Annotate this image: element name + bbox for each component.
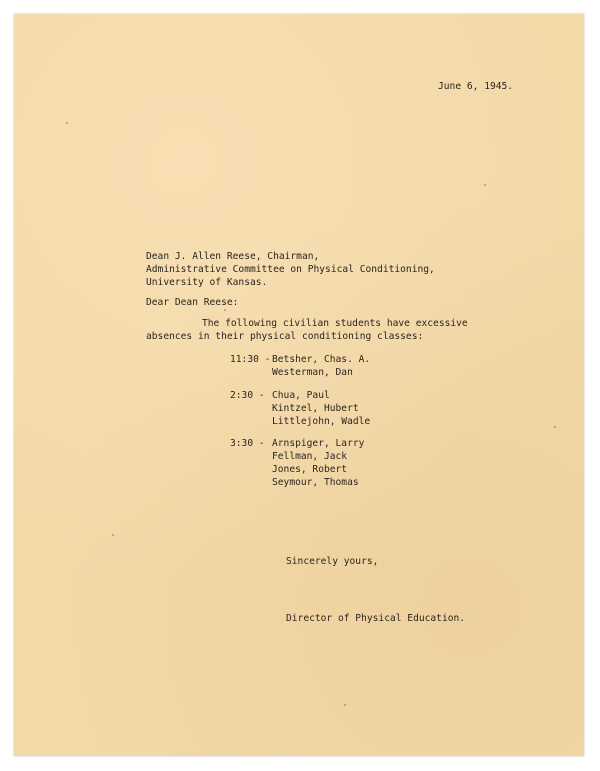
group-time-230: 2:30 -	[230, 390, 265, 401]
paper-speck	[554, 426, 556, 428]
student-name: Jones, Robert	[272, 464, 348, 475]
letter-date: June 6, 1945.	[438, 81, 514, 92]
recipient-line-3: University of Kansas.	[146, 277, 268, 288]
paper-speck	[344, 704, 346, 706]
closing: Sincerely yours,	[286, 556, 379, 567]
recipient-line-2: Administrative Committee on Physical Conditioning,	[146, 264, 435, 275]
student-name: Betsher, Chas. A.	[272, 354, 371, 365]
recipient-line-1: Dean J. Allen Reese, Chairman,	[146, 251, 320, 262]
student-name: Arnspiger, Larry	[272, 438, 365, 449]
student-name: Seymour, Thomas	[272, 477, 359, 488]
student-name: Fellman, Jack	[272, 451, 348, 462]
paper-speck	[112, 534, 114, 536]
paper-speck	[224, 309, 226, 311]
body-line-1: The following civilian students have excessive	[202, 318, 468, 329]
group-time-330: 3:30 -	[230, 438, 265, 449]
salutation: Dear Dean Reese:	[146, 297, 239, 308]
student-name: Littlejohn, Wadle	[272, 416, 371, 427]
paper-speck	[66, 122, 68, 124]
body-line-2: absences in their physical conditioning classes:	[146, 331, 424, 342]
group-time-1130: 11:30 -	[230, 354, 271, 365]
paper-speck	[484, 184, 486, 186]
student-name: Kintzel, Hubert	[272, 403, 359, 414]
letter-page	[14, 14, 584, 756]
student-name: Westerman, Dan	[272, 367, 353, 378]
signature-line: Director of Physical Education.	[286, 613, 466, 624]
student-name: Chua, Paul	[272, 390, 330, 401]
